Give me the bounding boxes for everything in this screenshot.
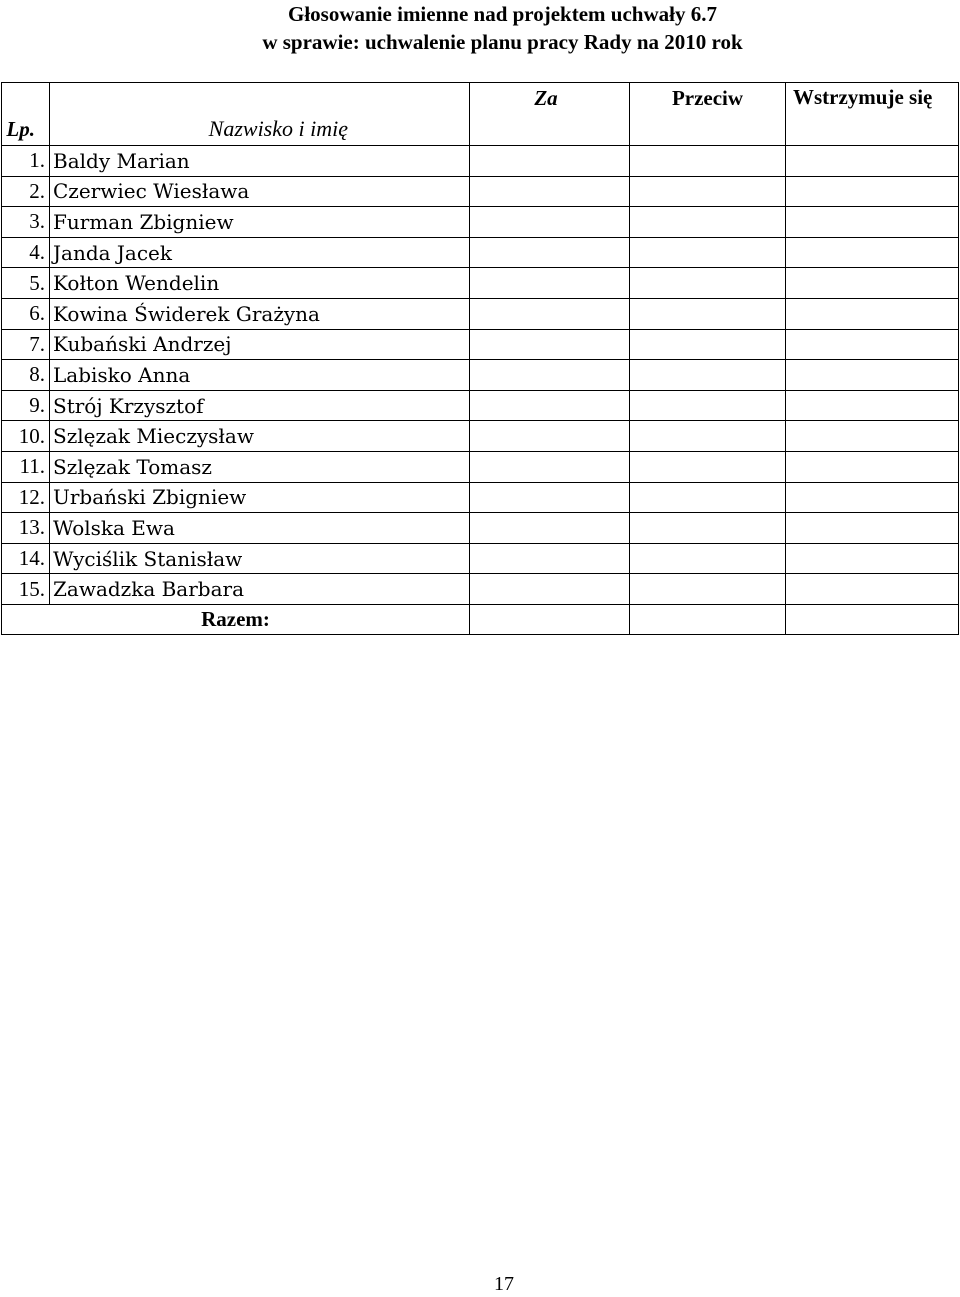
row-wstrzymuje-cell xyxy=(786,513,959,544)
row-name: Szlęzak Mieczysław xyxy=(50,421,470,452)
table-row xyxy=(2,237,959,268)
row-wstrzymuje-cell xyxy=(786,329,959,360)
row-za-cell xyxy=(470,482,630,513)
row-name: Urbański Zbigniew xyxy=(50,482,470,513)
row-wstrzymuje-cell xyxy=(786,451,959,482)
page-number: 17 xyxy=(494,1273,514,1295)
row-name: Labisko Anna xyxy=(50,360,470,391)
row-wstrzymuje-cell xyxy=(786,543,959,574)
row-przeciw-cell xyxy=(630,513,786,544)
row-przeciw-cell xyxy=(630,329,786,360)
row-lp: 1. xyxy=(2,146,50,177)
row-name: Zawadzka Barbara xyxy=(50,574,470,605)
row-wstrzymuje-cell xyxy=(786,176,959,207)
document-title: Głosowanie imienne nad projektem uchwały 6.7 xyxy=(288,2,717,26)
row-name: Czerwiec Wiesława xyxy=(50,176,470,207)
row-przeciw-cell xyxy=(630,176,786,207)
total-przeciw-cell xyxy=(630,604,786,634)
header-name: Nazwisko i imię xyxy=(50,83,470,146)
row-wstrzymuje-cell xyxy=(786,268,959,299)
row-przeciw-cell xyxy=(630,207,786,238)
row-wstrzymuje-cell xyxy=(786,390,959,421)
row-lp: 4. xyxy=(2,237,50,268)
row-name: Wyciślik Stanisław xyxy=(50,543,470,574)
table-row xyxy=(2,513,959,544)
row-lp: 2. xyxy=(2,176,50,207)
row-wstrzymuje-cell xyxy=(786,574,959,605)
row-przeciw-cell xyxy=(630,574,786,605)
row-za-cell xyxy=(470,543,630,574)
row-przeciw-cell xyxy=(630,146,786,177)
header-przeciw: Przeciw xyxy=(630,83,786,146)
row-wstrzymuje-cell xyxy=(786,360,959,391)
row-za-cell xyxy=(470,207,630,238)
row-lp: 9. xyxy=(2,390,50,421)
row-za-cell xyxy=(470,421,630,452)
row-name: Janda Jacek xyxy=(50,237,470,268)
row-za-cell xyxy=(470,176,630,207)
row-lp: 8. xyxy=(2,360,50,391)
row-name: Baldy Marian xyxy=(50,146,470,177)
row-lp: 14. xyxy=(2,543,50,574)
row-za-cell xyxy=(470,237,630,268)
row-name: Strój Krzysztof xyxy=(50,390,470,421)
row-przeciw-cell xyxy=(630,298,786,329)
header-za: Za xyxy=(470,83,630,146)
table-row xyxy=(2,268,959,299)
table-row xyxy=(2,329,959,360)
row-lp: 3. xyxy=(2,207,50,238)
row-lp: 10. xyxy=(2,421,50,452)
row-przeciw-cell xyxy=(630,451,786,482)
row-przeciw-cell xyxy=(630,237,786,268)
row-za-cell xyxy=(470,146,630,177)
header-lp: Lp. xyxy=(2,83,50,146)
table-row xyxy=(2,298,959,329)
table-header-row xyxy=(2,83,959,146)
row-wstrzymuje-cell xyxy=(786,298,959,329)
row-name: Kubański Andrzej xyxy=(50,329,470,360)
row-lp: 13. xyxy=(2,513,50,544)
row-name: Kowina Świderek Grażyna xyxy=(50,298,470,329)
row-wstrzymuje-cell xyxy=(786,482,959,513)
row-za-cell xyxy=(470,360,630,391)
row-name: Kołton Wendelin xyxy=(50,268,470,299)
row-name: Furman Zbigniew xyxy=(50,207,470,238)
row-przeciw-cell xyxy=(630,482,786,513)
row-za-cell xyxy=(470,298,630,329)
table-row xyxy=(2,207,959,238)
row-przeciw-cell xyxy=(630,390,786,421)
row-przeciw-cell xyxy=(630,268,786,299)
vote-table xyxy=(1,82,959,635)
table-row xyxy=(2,543,959,574)
row-lp: 12. xyxy=(2,482,50,513)
table-row xyxy=(2,360,959,391)
row-za-cell xyxy=(470,390,630,421)
table-row xyxy=(2,482,959,513)
table-row xyxy=(2,390,959,421)
row-name: Wolska Ewa xyxy=(50,513,470,544)
row-wstrzymuje-cell xyxy=(786,421,959,452)
row-lp: 11. xyxy=(2,451,50,482)
total-label: Razem: xyxy=(2,604,470,634)
row-wstrzymuje-cell xyxy=(786,237,959,268)
total-wstrzymuje-cell xyxy=(786,604,959,634)
total-za-cell xyxy=(470,604,630,634)
row-za-cell xyxy=(470,513,630,544)
table-row xyxy=(2,421,959,452)
row-lp: 5. xyxy=(2,268,50,299)
header-wstrzymuje: Wstrzymuje się xyxy=(786,83,959,146)
row-przeciw-cell xyxy=(630,543,786,574)
row-name: Szlęzak Tomasz xyxy=(50,451,470,482)
row-za-cell xyxy=(470,268,630,299)
row-za-cell xyxy=(470,574,630,605)
row-wstrzymuje-cell xyxy=(786,207,959,238)
row-lp: 7. xyxy=(2,329,50,360)
row-przeciw-cell xyxy=(630,421,786,452)
row-lp: 15. xyxy=(2,574,50,605)
table-row xyxy=(2,574,959,605)
table-row xyxy=(2,176,959,207)
row-za-cell xyxy=(470,451,630,482)
table-row xyxy=(2,451,959,482)
row-wstrzymuje-cell xyxy=(786,146,959,177)
total-row xyxy=(2,604,959,634)
row-za-cell xyxy=(470,329,630,360)
table-row xyxy=(2,146,959,177)
document-subtitle: w sprawie: uchwalenie planu pracy Rady na 2010 rok xyxy=(262,30,743,54)
row-lp: 6. xyxy=(2,298,50,329)
row-przeciw-cell xyxy=(630,360,786,391)
